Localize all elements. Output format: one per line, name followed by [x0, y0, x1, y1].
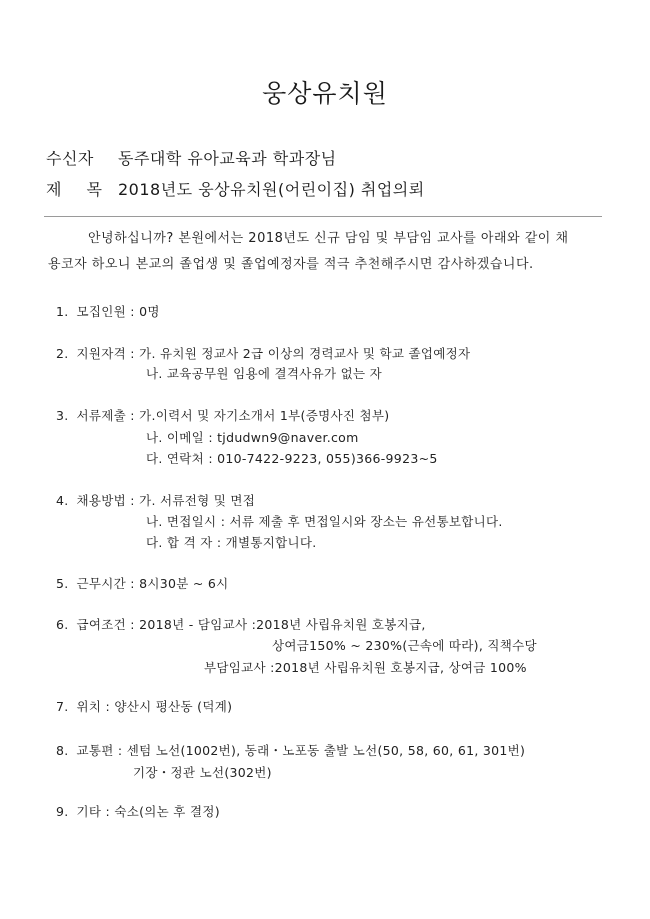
subject-line [46, 177, 425, 200]
item-text: 근무시간 : 8시30분 ~ 6시 [76, 576, 229, 591]
item-recruitment [56, 302, 160, 320]
item-text: 기타 : 숙소(의논 후 결정) [76, 804, 220, 819]
item-number: 8. [56, 743, 69, 758]
item-text: 지원자격 : 가. 유치원 정교사 2급 이상의 경력교사 및 학교 졸업예정자 [76, 346, 471, 361]
item-number: 1. [56, 304, 69, 319]
item-working-hours [56, 574, 229, 592]
item-salary [56, 615, 426, 633]
item-number: 4. [56, 493, 69, 508]
subject-value: 2018년도 웅상유치원(어린이집) 취업의뢰 [118, 180, 425, 199]
item-text: 위치 : 양산시 평산동 (덕계) [76, 699, 233, 714]
item-qualification [56, 344, 470, 362]
header-divider [44, 216, 602, 217]
item-text: 서류제출 : 가.이력서 및 자기소개서 1부(증명사진 첨부) [76, 408, 390, 423]
item-documents-phone: 다. 연락처 : 010-7422-9223, 055)366-9923~5 [146, 451, 438, 466]
document-title: 웅상유치원 [262, 79, 388, 108]
item-text: 모집인원 : 0명 [76, 304, 160, 319]
item-documents [56, 406, 389, 424]
item-hiring-method-sub-1: 나. 면접일시 : 서류 제출 후 면접일시와 장소는 유선통보합니다. [146, 514, 503, 529]
item-number: 3. [56, 408, 69, 423]
item-number: 9. [56, 804, 69, 819]
item-number: 2. [56, 346, 69, 361]
item-salary-sub-2: 부담임교사 :2018년 사립유치원 호봉지급, 상여금 100% [204, 660, 527, 675]
item-transport [56, 741, 525, 759]
item-text: 급여조건 : 2018년 - 담임교사 :2018년 사립유치원 호봉지급, [76, 617, 426, 632]
item-hiring-method [56, 491, 255, 509]
recipient-line [46, 146, 337, 169]
item-text: 교통편 : 센텀 노선(1002번), 동래・노포동 출발 노선(50, 58, 60, 61, 301번) [76, 743, 526, 758]
intro-line-2: 용코자 하오니 본교의 졸업생 및 졸업예정자를 적극 추천해주시면 감사하겠습니다. [48, 257, 534, 272]
item-number: 5. [56, 576, 69, 591]
item-number: 6. [56, 617, 69, 632]
item-hiring-method-sub-2: 다. 합 격 자 : 개별통지합니다. [146, 535, 317, 550]
item-qualification-sub-1: 나. 교육공무원 임용에 결격사유가 없는 자 [146, 366, 383, 381]
recipient-label: 수신자 [46, 149, 94, 168]
item-transport-sub-1: 기장・정관 노선(302번) [133, 765, 272, 780]
item-location [56, 697, 232, 715]
intro-line-1: 안녕하십니까? 본원에서는 2018년도 신규 담임 및 부담임 교사를 아래와 같이 채 [88, 231, 569, 246]
item-number: 7. [56, 699, 69, 714]
subject-label: 제 목 [46, 180, 112, 199]
item-text: 채용방법 : 가. 서류전형 및 면접 [76, 493, 256, 508]
item-documents-email: 나. 이메일 : tjdudwn9@naver.com [146, 430, 359, 445]
recipient-value: 동주대학 유아교육과 학과장님 [118, 149, 337, 168]
item-other [56, 802, 220, 820]
item-salary-sub-1: 상여금150% ~ 230%(근속에 따라), 직책수당 [272, 638, 537, 653]
